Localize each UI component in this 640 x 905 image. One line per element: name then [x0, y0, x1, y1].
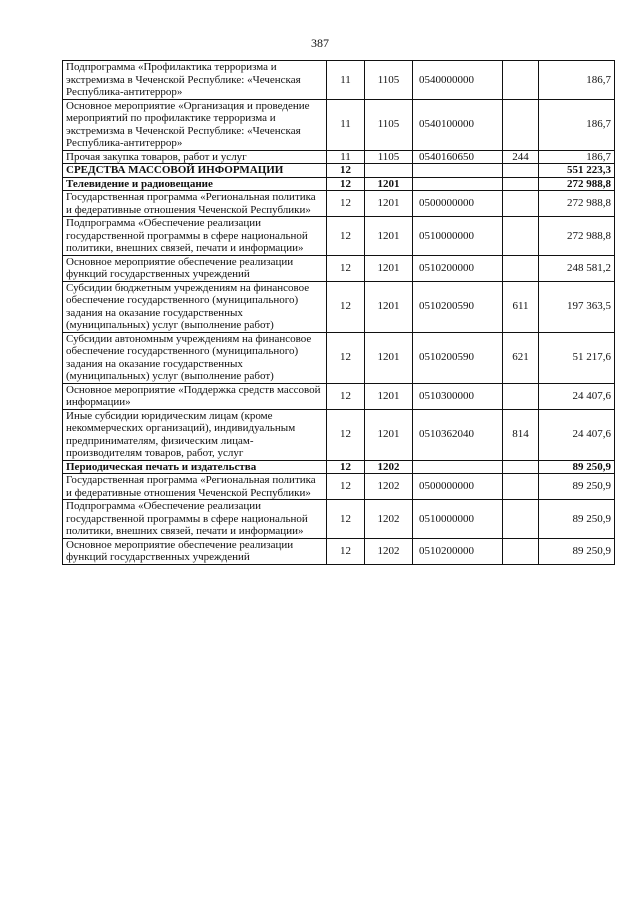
- row-name: Основное мероприятие обеспечение реализации функций государственных учреждений: [63, 255, 327, 281]
- row-section-code: [365, 164, 413, 178]
- row-gr-code: 12: [327, 191, 365, 217]
- row-section-code: 1202: [365, 460, 413, 474]
- row-amount: 197 363,5: [539, 281, 615, 332]
- row-amount: 24 407,6: [539, 409, 615, 460]
- row-name: Государственная программа «Региональная политика и федеративные отношения Чеченской Республики»: [63, 474, 327, 500]
- row-section-code: 1105: [365, 99, 413, 150]
- budget-table: [62, 60, 615, 565]
- table-row: [63, 538, 615, 564]
- row-amount: 186,7: [539, 99, 615, 150]
- row-amount: 186,7: [539, 150, 615, 164]
- row-target-article: 0500000000: [413, 191, 503, 217]
- row-expense-type: 611: [503, 281, 539, 332]
- row-name: Подпрограмма «Обеспечение реализации государственной программы в сфере национальной политики, внешних связей, печати и информации»: [63, 217, 327, 256]
- row-name: Телевидение и радиовещание: [63, 177, 327, 191]
- row-gr-code: 12: [327, 409, 365, 460]
- row-expense-type: [503, 217, 539, 256]
- row-target-article: 0540100000: [413, 99, 503, 150]
- row-name: Прочая закупка товаров, работ и услуг: [63, 150, 327, 164]
- row-gr-code: 11: [327, 61, 365, 100]
- row-name: Основное мероприятие «Поддержка средств массовой информации»: [63, 383, 327, 409]
- row-target-article: [413, 164, 503, 178]
- row-gr-code: 12: [327, 255, 365, 281]
- row-section-code: 1201: [365, 281, 413, 332]
- row-expense-type: [503, 500, 539, 539]
- row-expense-type: 814: [503, 409, 539, 460]
- row-expense-type: [503, 255, 539, 281]
- page-number: 387: [311, 36, 329, 50]
- row-target-article: 0510300000: [413, 383, 503, 409]
- row-expense-type: [503, 191, 539, 217]
- table-row: [63, 150, 615, 164]
- row-section-code: 1201: [365, 255, 413, 281]
- row-section-code: 1105: [365, 150, 413, 164]
- row-amount: 272 988,8: [539, 191, 615, 217]
- row-gr-code: 12: [327, 164, 365, 178]
- row-target-article: 0510200000: [413, 255, 503, 281]
- table-row: [63, 177, 615, 191]
- row-name: Подпрограмма «Профилактика терроризма и экстремизма в Чеченской Республике: «Чеченская Республика-антитеррор»: [63, 61, 327, 100]
- row-section-code: 1201: [365, 191, 413, 217]
- row-amount: 551 223,3: [539, 164, 615, 178]
- row-section-code: 1202: [365, 538, 413, 564]
- table-row: [63, 191, 615, 217]
- row-expense-type: 244: [503, 150, 539, 164]
- table-row: [63, 217, 615, 256]
- table-row: [63, 474, 615, 500]
- budget-table-body: [63, 61, 615, 565]
- row-name: Подпрограмма «Обеспечение реализации государственной программы в сфере национальной политики, внешних связей, печати и информации»: [63, 500, 327, 539]
- table-row: [63, 500, 615, 539]
- row-expense-type: [503, 61, 539, 100]
- row-name: Основное мероприятие «Организация и проведение мероприятий по профилактике терроризма и экстремизма в Чеченской Республике: «Чеченская Республика-антитеррор»: [63, 99, 327, 150]
- row-amount: 89 250,9: [539, 474, 615, 500]
- row-section-code: 1201: [365, 332, 413, 383]
- row-expense-type: [503, 474, 539, 500]
- table-row: [63, 460, 615, 474]
- row-amount: 89 250,9: [539, 500, 615, 539]
- row-target-article: [413, 177, 503, 191]
- row-amount: 186,7: [539, 61, 615, 100]
- table-row: [63, 255, 615, 281]
- row-gr-code: 12: [327, 177, 365, 191]
- row-name: Основное мероприятие обеспечение реализации функций государственных учреждений: [63, 538, 327, 564]
- row-gr-code: 12: [327, 281, 365, 332]
- row-gr-code: 11: [327, 99, 365, 150]
- row-amount: 24 407,6: [539, 383, 615, 409]
- row-expense-type: [503, 177, 539, 191]
- row-target-article: 0510200000: [413, 538, 503, 564]
- table-row: [63, 332, 615, 383]
- row-gr-code: 12: [327, 383, 365, 409]
- row-gr-code: 12: [327, 217, 365, 256]
- row-section-code: 1202: [365, 500, 413, 539]
- row-target-article: [413, 460, 503, 474]
- row-amount: 248 581,2: [539, 255, 615, 281]
- table-row: [63, 281, 615, 332]
- row-target-article: 0500000000: [413, 474, 503, 500]
- row-amount: 51 217,6: [539, 332, 615, 383]
- row-expense-type: [503, 99, 539, 150]
- row-target-article: 0510000000: [413, 500, 503, 539]
- row-name: Периодическая печать и издательства: [63, 460, 327, 474]
- row-expense-type: [503, 383, 539, 409]
- row-target-article: 0510200590: [413, 332, 503, 383]
- row-gr-code: 11: [327, 150, 365, 164]
- row-amount: 272 988,8: [539, 217, 615, 256]
- row-target-article: 0510000000: [413, 217, 503, 256]
- row-name: Государственная программа «Региональная политика и федеративные отношения Чеченской Республики»: [63, 191, 327, 217]
- row-gr-code: 12: [327, 474, 365, 500]
- row-target-article: 0540160650: [413, 150, 503, 164]
- row-gr-code: 12: [327, 460, 365, 474]
- table-row: [63, 61, 615, 100]
- row-target-article: 0510200590: [413, 281, 503, 332]
- row-name: СРЕДСТВА МАССОВОЙ ИНФОРМАЦИИ: [63, 164, 327, 178]
- row-section-code: 1201: [365, 383, 413, 409]
- row-gr-code: 12: [327, 500, 365, 539]
- row-expense-type: [503, 164, 539, 178]
- row-section-code: 1202: [365, 474, 413, 500]
- row-name: Субсидии бюджетным учреждениям на финансовое обеспечение государственного (муниципального) задания на оказание государственных (муниципальных) услуг (выполнение работ): [63, 281, 327, 332]
- row-name: Иные субсидии юридическим лицам (кроме некоммерческих организаций), индивидуальным предпринимателям, физическим лицам-производителям товаров, работ, услуг: [63, 409, 327, 460]
- row-section-code: 1201: [365, 217, 413, 256]
- row-section-code: 1105: [365, 61, 413, 100]
- table-row: [63, 99, 615, 150]
- row-section-code: 1201: [365, 409, 413, 460]
- row-gr-code: 12: [327, 538, 365, 564]
- row-section-code: 1201: [365, 177, 413, 191]
- row-expense-type: [503, 460, 539, 474]
- row-target-article: 0510362040: [413, 409, 503, 460]
- table-row: [63, 164, 615, 178]
- table-row: [63, 383, 615, 409]
- row-expense-type: [503, 538, 539, 564]
- row-target-article: 0540000000: [413, 61, 503, 100]
- table-row: [63, 409, 615, 460]
- row-expense-type: 621: [503, 332, 539, 383]
- row-gr-code: 12: [327, 332, 365, 383]
- row-name: Субсидии автономным учреждениям на финансовое обеспечение государственного (муниципального) задания на оказание государственных (муниципальных) услуг (выполнение работ): [63, 332, 327, 383]
- row-amount: 272 988,8: [539, 177, 615, 191]
- row-amount: 89 250,9: [539, 460, 615, 474]
- row-amount: 89 250,9: [539, 538, 615, 564]
